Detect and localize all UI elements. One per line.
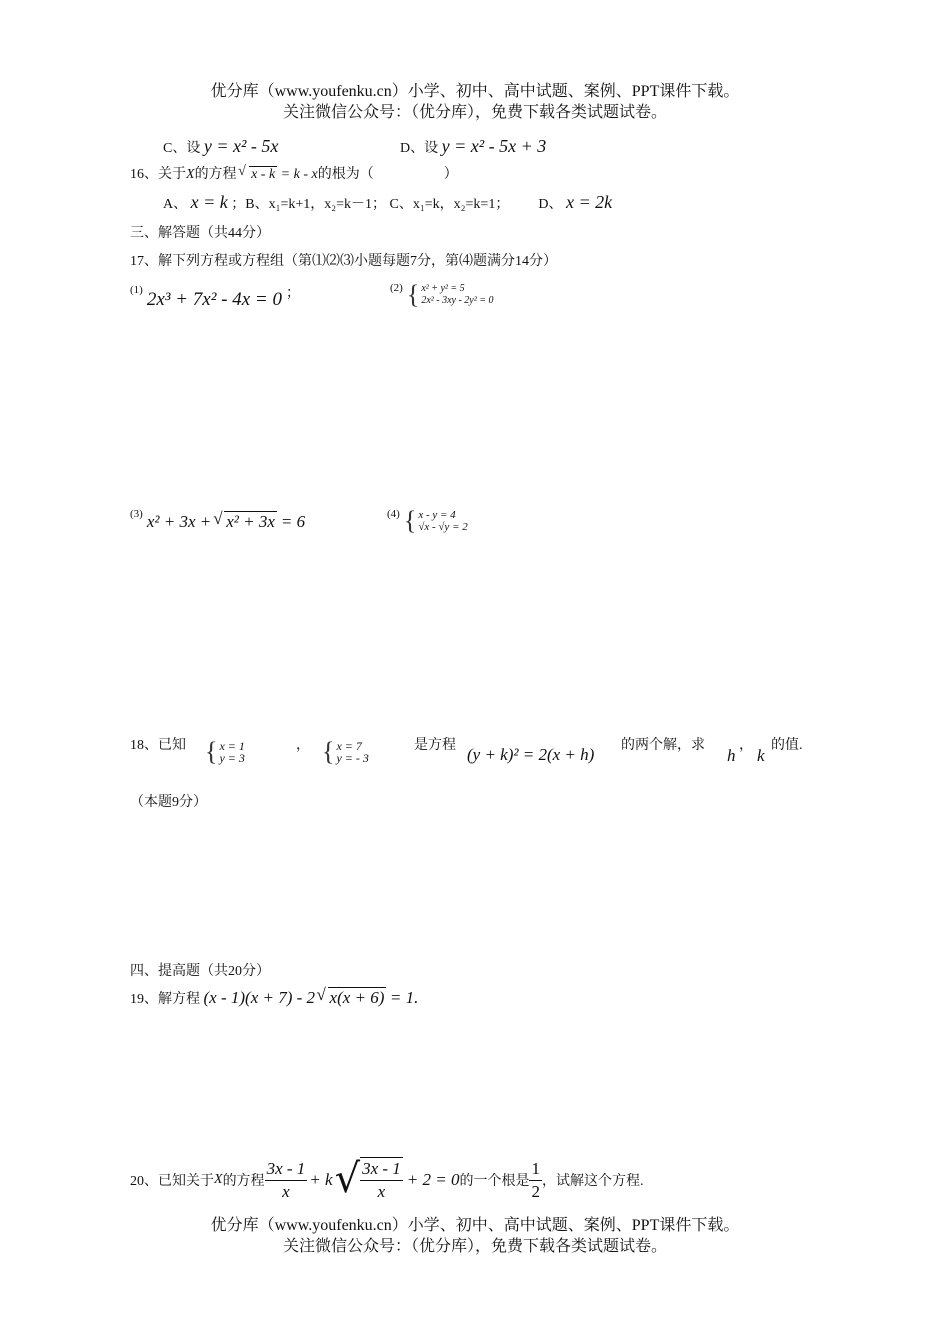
footer-line-2: 关注微信公众号：（优分库），免费下载各类试题试卷。 xyxy=(282,1238,667,1255)
q15-option-d xyxy=(400,136,546,157)
q17-p4-label: (4) xyxy=(387,508,400,520)
q18-mid: 是方程 xyxy=(414,738,456,753)
q20-prefix: 20、已知关于 xyxy=(130,1174,214,1189)
q17-part-4 xyxy=(387,508,468,534)
q17-p3-label: (3) xyxy=(130,508,143,520)
q15-option-d-label: D、设 xyxy=(400,141,439,156)
q19-sqrt xyxy=(319,988,387,1008)
q17-p2-line-2: 2x² - 3xy - 2y² = 0 xyxy=(421,295,494,306)
q18-system-1 xyxy=(205,739,245,765)
q20-rest: + 2 = 0 xyxy=(406,1170,460,1189)
q17-p3-expr-b: = 6 xyxy=(280,512,306,531)
q20-end: ，试解这个方程. xyxy=(541,1174,644,1189)
q16-opt-b: ；B、x₁=k+1，x₂=k－1； xyxy=(231,197,387,212)
footer-line-1: 优分库（www.youfenku.cn）小学、初中、高中试题、案例、PPT课件下载。 xyxy=(210,1217,740,1234)
q16-mid: 的方程 xyxy=(194,167,237,182)
q20-var-x: X xyxy=(214,1172,223,1187)
q20-root-text: 的一个根是 xyxy=(459,1174,530,1189)
q15-option-c-expr: y = x² - 5x xyxy=(203,136,279,156)
q17-title: 17、解下列方程或方程组（第⑴⑵⑶小题每题7分，第⑷题满分14分） xyxy=(130,254,557,269)
q20-plus-k: + k xyxy=(309,1170,333,1189)
q20-rad-num: 3x - 1 xyxy=(360,1158,403,1181)
q18-sys1-line-2: y = 3 xyxy=(219,751,245,765)
q18-tail: 的两个解，求 xyxy=(621,738,705,753)
q15-option-c-label: C、设 xyxy=(163,141,201,156)
q17-p3-radicand: x² + 3x xyxy=(226,512,275,531)
q17-p4-line-1: x - y = 4 xyxy=(418,509,456,521)
q20-mid: 的方程 xyxy=(222,1174,265,1189)
q18-sep: ， xyxy=(739,738,753,753)
q16-question xyxy=(130,163,458,183)
q17-p1-label: (1) xyxy=(130,284,143,296)
q16-prefix: 16、关于 xyxy=(130,167,186,182)
q18-h: h xyxy=(727,746,736,765)
q18-sys2-line-2: y = - 3 xyxy=(336,751,369,765)
q17-part-2 xyxy=(390,282,493,308)
q17-part-1 xyxy=(130,282,300,311)
section-4-title: 四、提高题（共20分） xyxy=(130,964,270,979)
q16-rhs: = k - x xyxy=(280,167,318,182)
section-3-title: 三、解答题（共44分） xyxy=(130,226,270,241)
q18-k: k xyxy=(757,746,765,765)
q17-p2-system xyxy=(407,282,494,308)
q17-p4-brace: { xyxy=(403,506,417,535)
q18-comma: ， xyxy=(296,738,310,753)
q16-suffix: 的根为（ ） xyxy=(317,167,458,182)
q17-p4-line-2: √x - √y = 2 xyxy=(418,521,468,533)
q17-p1-expr: 2x³ + 7x² - 4x = 0 xyxy=(146,289,282,310)
q17-p4-system xyxy=(404,508,468,534)
q20-rad-den: x xyxy=(377,1182,386,1201)
q20-frac-den: x xyxy=(282,1181,290,1201)
q16-opt-a-expr: x = k xyxy=(190,192,228,212)
q18-points: （本题9分） xyxy=(130,795,207,810)
q16-radicand: x - k xyxy=(251,167,276,182)
q18-prefix: 18、已知 xyxy=(130,738,186,753)
q16-opt-d-label: D、 xyxy=(538,197,563,212)
q17-p2-line-1: x² + y² = 5 xyxy=(421,283,465,294)
q20-half-den: 2 xyxy=(531,1181,540,1201)
q17-p2-label: (2) xyxy=(390,282,403,294)
q17-part-3 xyxy=(130,508,305,532)
q19-expr-b: = 1. xyxy=(389,988,419,1007)
q15-option-c xyxy=(163,136,278,157)
q17-p3-sqrt xyxy=(215,512,277,532)
q20-half xyxy=(529,1158,542,1203)
q17-p1-sep: ； xyxy=(286,286,300,301)
q19-prefix: 19、解方程 xyxy=(130,992,200,1007)
q20-half-num: 1 xyxy=(529,1158,542,1181)
q16-opt-c: C、x₁=k，x₂=k=1； xyxy=(389,197,510,212)
q20-sqrt-sign: √ xyxy=(334,1156,361,1202)
header-line-1: 优分库（www.youfenku.cn）小学、初中、高中试题、案例、PPT课件下载。 xyxy=(210,83,740,100)
q18-sys1-brace: { xyxy=(205,737,218,766)
q17-p2-brace: { xyxy=(406,280,420,309)
q16-sqrt xyxy=(240,167,277,183)
q17-p3-expr-a: x² + 3x + xyxy=(146,512,212,531)
q19-radicand: x(x + 6) xyxy=(329,988,385,1007)
q15-option-d-expr: y = x² - 5x + 3 xyxy=(441,136,547,156)
q18-system-2 xyxy=(322,739,369,765)
q16-options xyxy=(163,192,612,213)
q19-question xyxy=(130,988,418,1008)
q16-opt-a-label: A、 xyxy=(163,197,188,212)
q16-opt-d-expr: x = 2k xyxy=(565,192,613,212)
q19-expr-a: (x - 1)(x + 7) - 2 xyxy=(203,988,316,1007)
q18-equation: (y + k)² = 2(x + h) xyxy=(467,745,595,764)
q20-fraction xyxy=(265,1158,308,1203)
q18-end: 的值. xyxy=(771,738,803,753)
q18-sys2-brace: { xyxy=(322,737,335,766)
q16-var-x: X xyxy=(186,167,195,182)
q20-sqrt-fraction xyxy=(335,1157,403,1203)
q18-sys1-line-1: x = 1 xyxy=(219,739,245,753)
header-line-2: 关注微信公众号：（优分库），免费下载各类试题试卷。 xyxy=(282,104,667,121)
q20-frac-num: 3x - 1 xyxy=(265,1158,308,1181)
q18-sys2-line-1: x = 7 xyxy=(336,739,362,753)
q20-question xyxy=(130,1157,643,1203)
